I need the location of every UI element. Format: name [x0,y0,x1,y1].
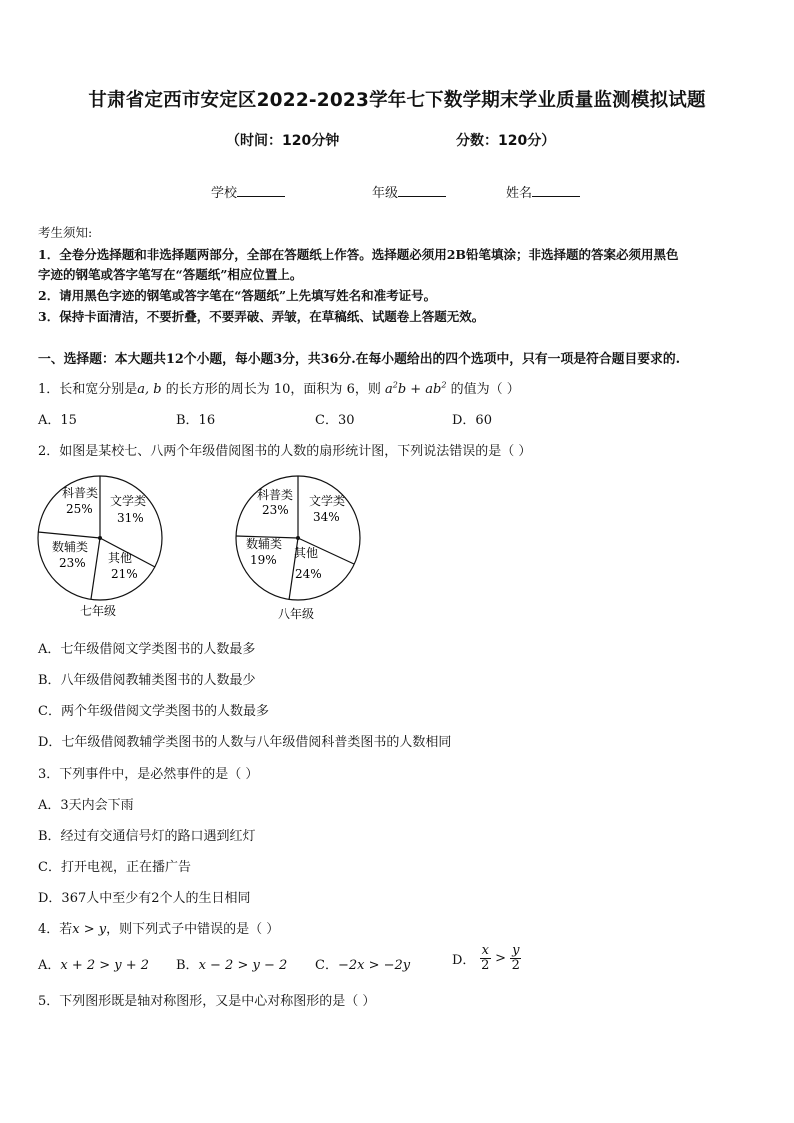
section-heading: 一、选择题：本大题共12个小题，每小题3分，共36分.在每小题给出的四个选项中，只有一项是符合题目要求的. [38,352,681,367]
pie-7-label-literature: 文学类 [110,494,147,508]
name-blank [532,184,580,197]
q1-option-b[interactable]: B．16 [176,413,216,428]
q4-option-b-expr: x − 2 > y − 2 [198,958,288,973]
q3-option-d[interactable]: D．367人中至少有2个人的生日相同 [38,891,251,906]
pie-7-value-science: 25% [66,502,93,516]
pie-7-value-tutoring: 23% [59,556,86,570]
q1-expression: $a^2b + ab^2$ [380,380,447,397]
pie-8-label-tutoring: 数辅类 [246,537,283,551]
q4-option-d-num-left: x [481,943,489,958]
q4-text-b: ，则下列式子中错误的是（ ） [106,922,280,937]
school-blank [237,184,285,197]
q4-option-d-greater: > [495,951,506,966]
q1-option-a[interactable]: A．15 [38,413,77,428]
school-label: 学校 [211,186,238,201]
pie-chart-grade-7 [38,476,162,618]
question-4 [38,918,279,937]
pie-7-label-other: 其他 [108,551,133,565]
q3-option-c[interactable]: C．打开电视，正在播广告 [38,860,191,875]
q4-option-a[interactable] [38,954,149,973]
pie-8-label-science: 科普类 [257,488,294,502]
question-3: 3．下列事件中，是必然事件的是（ ） [38,767,259,782]
q1-text-c: 的值为（ ） [450,382,520,397]
grade-field [372,182,446,201]
pie-7-divider-left [38,532,100,538]
q4-option-d[interactable] [452,944,521,973]
notice-item-1-cont: 字迹的钢笔或答字笔写在“答题纸”相应位置上。 [38,267,303,282]
q4-option-b[interactable] [176,954,287,973]
q4-option-d-frac-right [510,944,521,973]
q3-option-b[interactable]: B．经过有交通信号灯的路口遇到红灯 [38,829,256,844]
q1-option-d[interactable]: D．60 [452,413,492,428]
notice-item-3: 3．保持卡面清洁，不要折叠，不要弄破、弄皱，在草稿纸、试题卷上答题无效。 [38,309,485,324]
q4-option-d-den-right: 2 [511,958,520,973]
exam-title: 甘肃省定西市安定区2022-2023学年七下数学期末学业质量监测模拟试题 [88,90,706,111]
q4-option-d-frac-left [480,944,491,973]
q4-option-d-label: D． [452,953,476,968]
pie-8-value-other: 24% [295,567,322,581]
notice-item-1: 1．全卷分选择题和非选择题两部分，全部在答题纸上作答。选择题必须用2B铅笔填涂；非选择题的答案必须用黑色 [38,247,679,262]
pie-7-label-tutoring: 数辅类 [52,540,89,554]
pie-8-value-science: 23% [262,503,289,517]
grade-blank [398,184,446,197]
q4-option-b-label: B． [176,958,199,973]
q1-text-b: 的长方形的周长为 10，面积为 6，则 [161,382,381,397]
notice-item-2: 2．请用黑色字迹的钢笔或答字笔在“答题纸”上先填写姓名和准考证号。 [38,288,437,303]
question-1 [38,378,520,397]
q1-option-c[interactable]: C．30 [315,413,355,428]
q4-option-d-den-left: 2 [481,958,490,973]
pie-7-value-other: 21% [111,567,138,581]
pie-8-caption: 八年级 [278,607,315,621]
q4-text-a: 4．若 [38,922,73,937]
q4-option-a-expr: x + 2 > y + 2 [60,958,150,973]
q2-option-c[interactable]: C．两个年级借阅文学类图书的人数最多 [38,704,269,719]
pie-charts [30,470,370,630]
pie-8-label-literature: 文学类 [309,494,346,508]
pie-8-center [296,536,300,540]
pie-7-label-science: 科普类 [62,486,99,500]
name-field [506,182,580,201]
q4-condition: x > y [72,922,107,937]
q4-option-c[interactable] [315,954,410,973]
pie-7-divider-bottom [91,538,100,599]
q2-option-d[interactable]: D．七年级借阅教辅学类图书的人数与八年级借阅科普类图书的人数相同 [38,735,452,750]
pie-chart-grade-8 [236,476,360,621]
q4-option-d-num-right: y [512,943,520,958]
exam-time: （时间：120分钟 [226,133,340,149]
question-2: 2．如图是某校七、八两个年级借阅图书的人数的扇形统计图，下列说法错误的是（ ） [38,444,532,459]
notice-heading: 考生须知: [38,225,93,240]
pie-8-value-literature: 34% [313,510,340,524]
question-5: 5．下列图形既是轴对称图形，又是中心对称图形的是（ ） [38,994,376,1009]
pie-8-value-tutoring: 19% [250,553,277,567]
pie-7-caption: 七年级 [80,604,117,618]
pie-8-label-other: 其他 [294,546,319,560]
grade-label: 年级 [372,186,399,201]
name-label: 姓名 [506,186,533,201]
q4-option-a-label: A． [38,958,61,973]
q3-option-a[interactable]: A．3天内会下雨 [38,798,134,813]
q1-vars: a, b [137,382,162,397]
pie-7-value-literature: 31% [117,511,144,525]
q2-option-a[interactable]: A．七年级借阅文学类图书的人数最多 [38,642,256,657]
pie-7-center [98,536,102,540]
q4-option-c-label: C． [315,958,338,973]
q1-text-a: 1．长和宽分别是 [38,382,138,397]
school-field [211,182,285,201]
exam-score: 分数：120分） [456,133,556,149]
q4-option-c-expr: −2x > −2y [337,958,411,973]
q2-option-b[interactable]: B．八年级借阅教辅类图书的人数最少 [38,673,256,688]
